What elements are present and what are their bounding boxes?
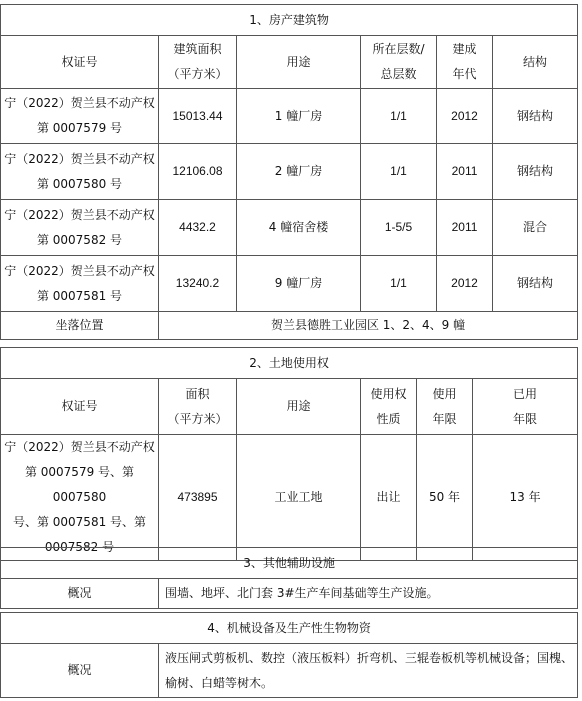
section-title: 2、土地使用权 [1,348,578,379]
overview-value: 液压闸式剪板机、数控（液压板料）折弯机、三辊卷板机等机械设备；国槐、 榆树、白蜡等树木。 [159,644,578,698]
table-row [1,435,578,561]
buildings-table [0,4,578,340]
used-cell: 13 年 [473,435,578,561]
land-title-row [1,348,578,379]
year-cell: 2011 [437,200,493,256]
header-cell: 权证号 [1,36,159,89]
year-cell: 2012 [437,256,493,312]
cert-cell: 宁（2022）贺兰县不动产权 第 0007579 号 [1,89,159,144]
section-buildings [0,4,577,340]
machinery-title-row [1,613,578,644]
overview-value: 围墙、地坪、北门套 3#生产车间基础等生产设施。 [159,579,578,609]
area-cell: 12106.08 [159,144,237,200]
cert-cell: 宁（2022）贺兰县不动产权 第 0007580 号 [1,144,159,200]
aux-table [0,547,578,609]
section-auxiliary-facilities [0,547,577,609]
section-land-use-rights [0,347,577,561]
header-cell: 建筑面积 （平方米） [159,36,237,89]
aux-title-row [1,548,578,579]
cert-cell: 宁（2022）贺兰县不动产权 第 0007582 号 [1,200,159,256]
header-cell: 用途 [237,36,361,89]
section-machinery [0,612,577,698]
area-cell: 15013.44 [159,89,237,144]
structure-cell: 钢结构 [493,144,578,200]
use-cell: 1 幢厂房 [237,89,361,144]
section-title: 4、机械设备及生产性生物物资 [1,613,578,644]
header-cell: 结构 [493,36,578,89]
machinery-table [0,612,578,698]
use-cell: 2 幢厂房 [237,144,361,200]
overview-label: 概况 [1,644,159,698]
structure-cell: 钢结构 [493,256,578,312]
table-row [1,200,578,256]
header-cell: 权证号 [1,379,159,435]
use-cell: 9 幢厂房 [237,256,361,312]
header-cell: 面积 （平方米） [159,379,237,435]
header-cell: 所在层数/ 总层数 [361,36,437,89]
section-title: 3、其他辅助设施 [1,548,578,579]
location-value: 贺兰县德胜工业园区 1、2、4、9 幢 [159,312,578,340]
cert-cell: 宁（2022）贺兰县不动产权 第 0007579 号、第 0007580 号、第 0007581 号、第 0007582 号 [1,435,159,561]
aux-row [1,579,578,609]
land-header-row [1,379,578,435]
floors-cell: 1/1 [361,256,437,312]
cert-cell: 宁（2022）贺兰县不动产权 第 0007581 号 [1,256,159,312]
area-cell: 13240.2 [159,256,237,312]
header-cell: 用途 [237,379,361,435]
header-cell: 已用 年限 [473,379,578,435]
structure-cell: 钢结构 [493,89,578,144]
land-table [0,347,578,561]
location-row [1,312,578,340]
area-cell: 4432.2 [159,200,237,256]
structure-cell: 混合 [493,200,578,256]
year-cell: 2011 [437,144,493,200]
table-row [1,256,578,312]
area-cell: 473895 [159,435,237,561]
use-cell: 4 幢宿舍楼 [237,200,361,256]
header-cell: 建成 年代 [437,36,493,89]
table-row [1,89,578,144]
header-cell: 使用 年限 [417,379,473,435]
location-label: 坐落位置 [1,312,159,340]
machinery-row [1,644,578,698]
overview-label: 概况 [1,579,159,609]
floors-cell: 1/1 [361,89,437,144]
term-cell: 50 年 [417,435,473,561]
nature-cell: 出让 [361,435,417,561]
buildings-header-row [1,36,578,89]
buildings-title-row [1,5,578,36]
use-cell: 工业工地 [237,435,361,561]
floors-cell: 1-5/5 [361,200,437,256]
floors-cell: 1/1 [361,144,437,200]
header-cell: 使用权 性质 [361,379,417,435]
year-cell: 2012 [437,89,493,144]
section-title: 1、房产建筑物 [1,5,578,36]
table-row [1,144,578,200]
